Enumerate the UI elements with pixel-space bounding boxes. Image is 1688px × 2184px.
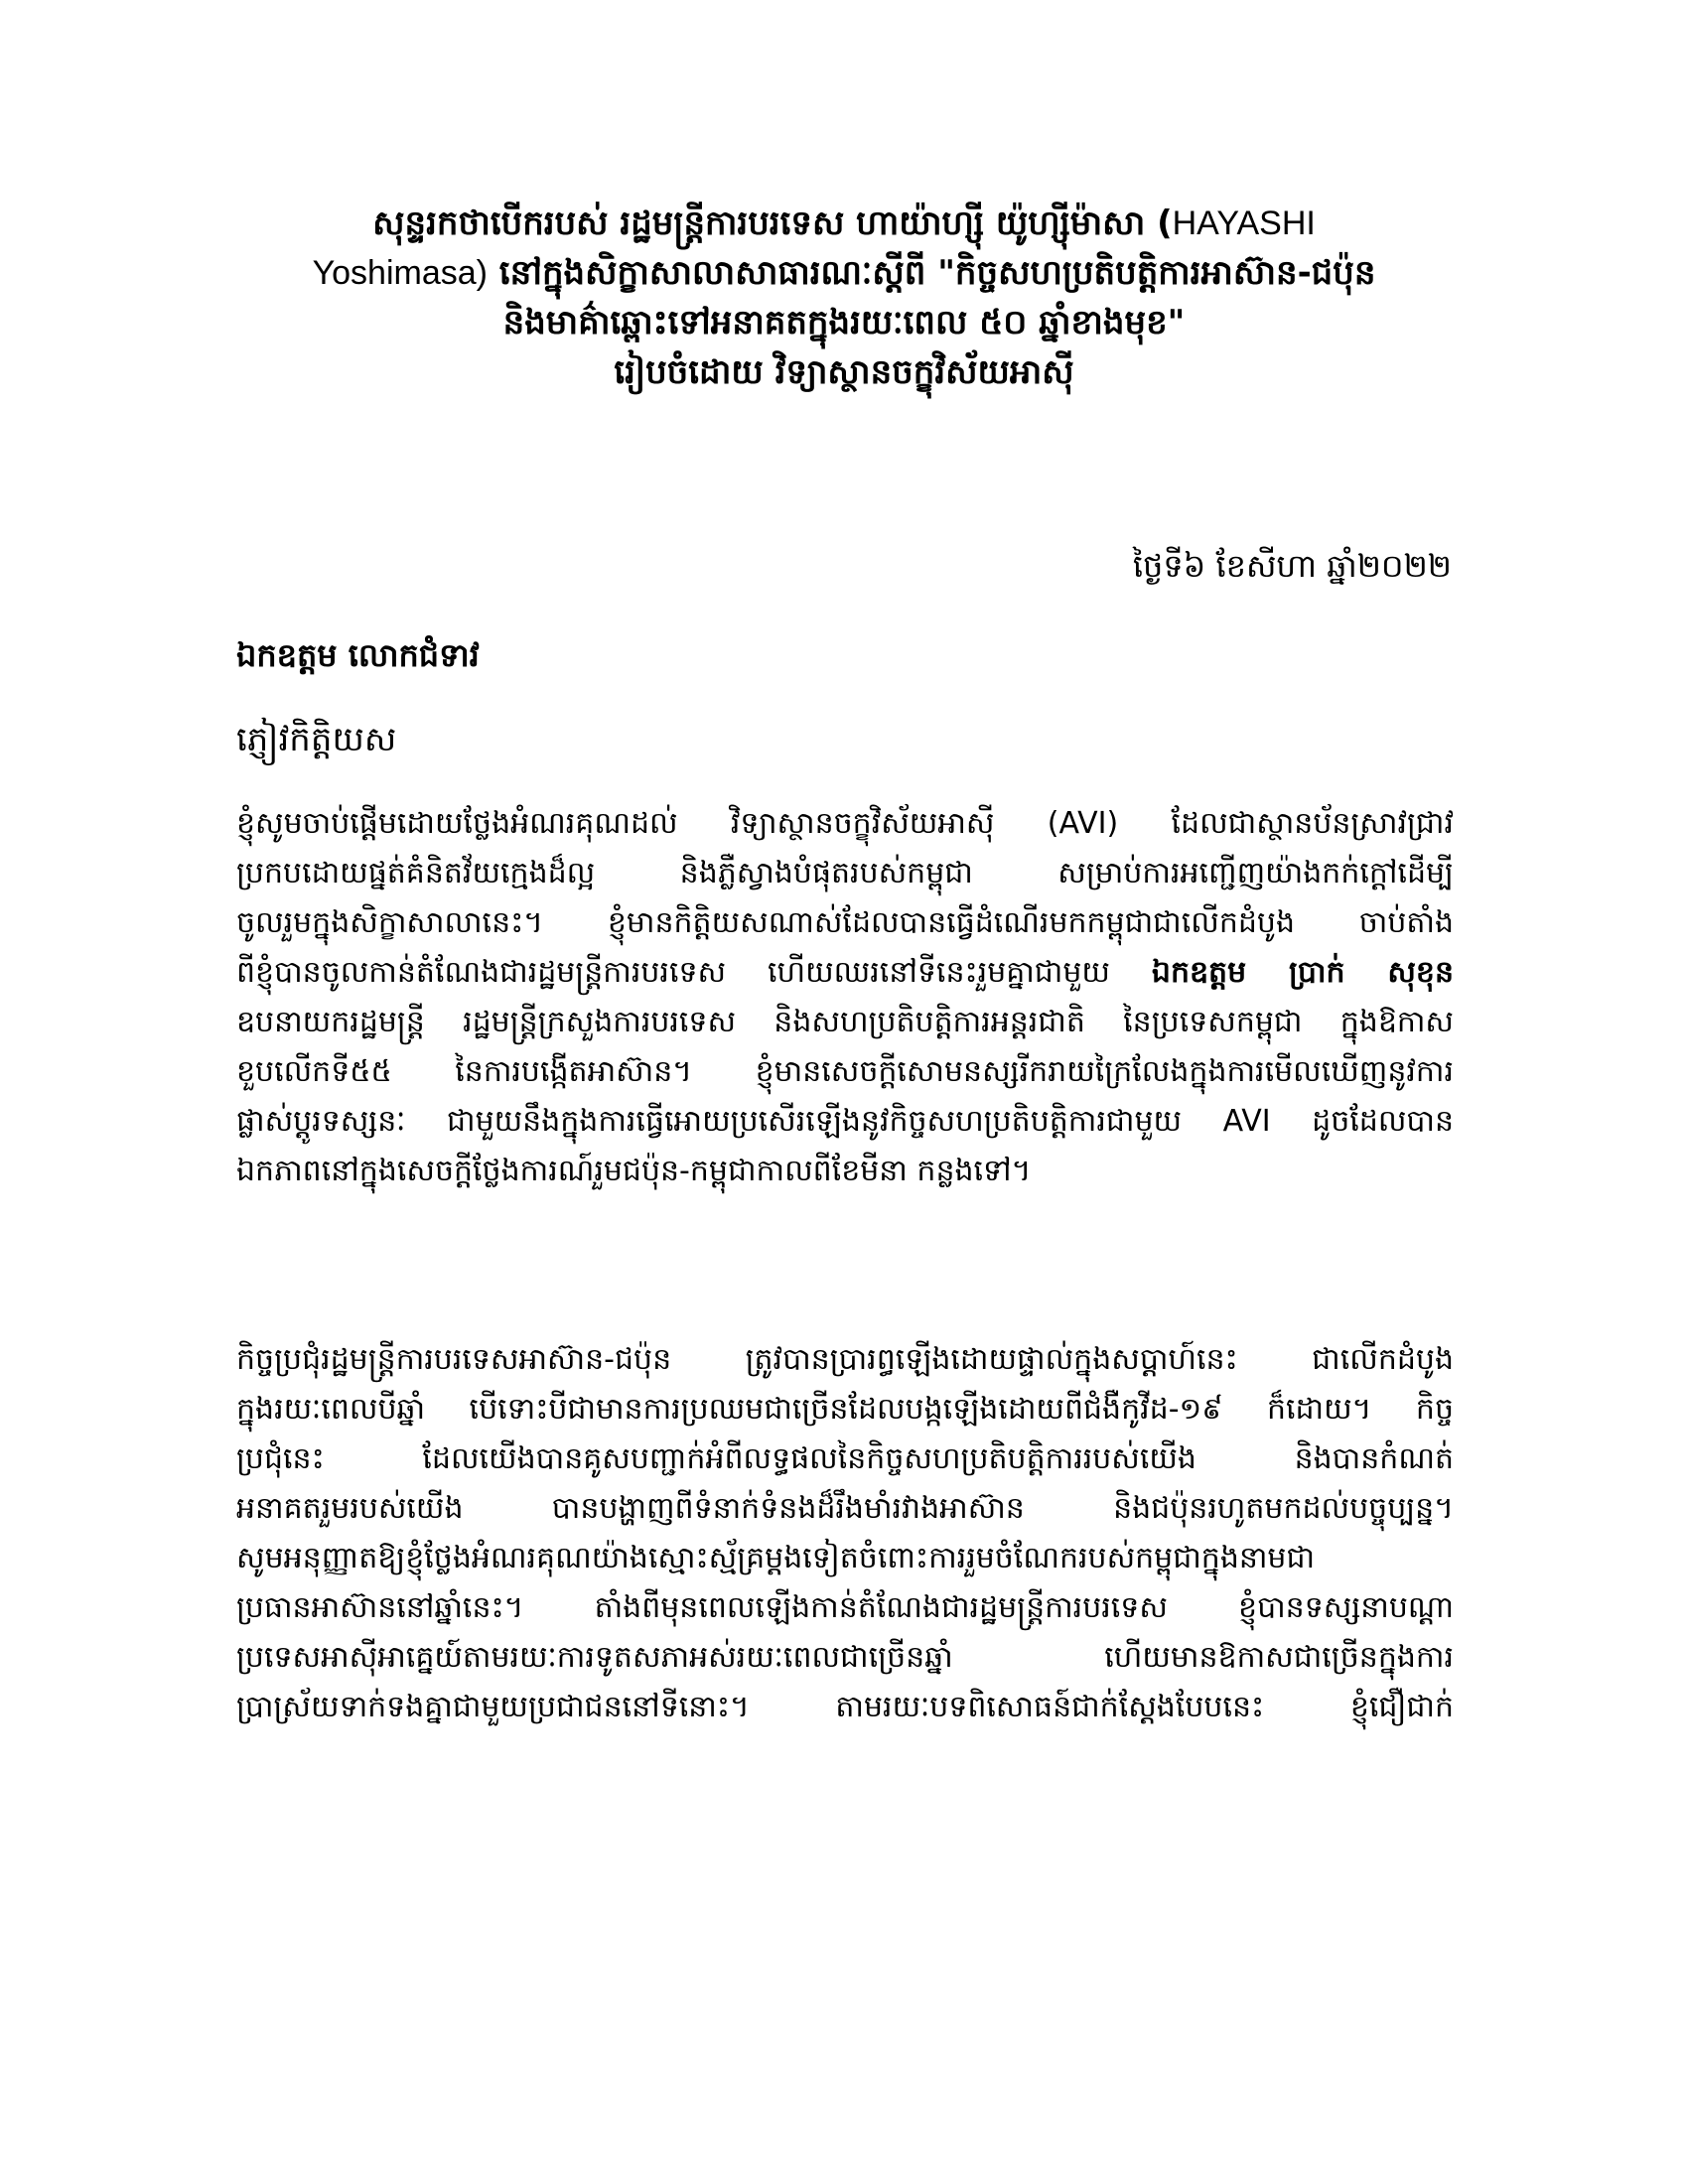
title-line-1-latin: HAYASHI bbox=[1172, 205, 1316, 242]
paragraph-2-line: ប្រទេសអាស៊ីអាគ្នេយ៍តាមរយៈការទូតសភាអស់រយៈពេលជាច្រើនឆ្នាំ ហើយមានឱកាសជាច្រើនក្នុងការ bbox=[236, 1640, 1454, 1675]
paragraph-2-line: ប្រាស្រ័យទាក់ទងគ្នាជាមួយប្រជាជននៅទីនោះ។ តាមរយៈបទពិសោធន៍ជាក់ស្តែងបែបនេះ ខ្ញុំជឿជាក់ bbox=[236, 1690, 1454, 1724]
paragraph-2-line: អនាគតរួមរបស់យើង បានបង្ហាញពីទំនាក់ទំនងដ៏រឹងមាំរវាងអាស៊ាន និងជប៉ុនរហូតមកដល់បច្ចុប្បន្ន។ bbox=[236, 1491, 1454, 1526]
salutation-excellencies: ឯកឧត្តម លោកជំទាវ bbox=[236, 636, 480, 674]
paragraph-1-line: ខួបលើកទី៥៥ នៃការបង្កើតអាស៊ាន។ ខ្ញុំមានសេចក្តីសោមនស្សរីករាយក្រៃលែងក្នុងការមើលឃើញនូវការ bbox=[236, 1054, 1454, 1089]
prak-sokhonn-name: ឯកឧត្តម ប្រាក់ សុខុន bbox=[1151, 955, 1454, 990]
paragraph-2-line: កិច្ចប្រជុំរដ្ឋមន្ត្រីការបរទេសអាស៊ាន-ជប៉ុន ត្រូវបានប្រារព្ធឡើងដោយផ្ទាល់ក្នុងសប្តាហ៍នេះ ជាលើកដំបូង bbox=[236, 1342, 1454, 1377]
title-line-2-khmer: នៅក្នុងសិក្ខាសាលាសាធារណៈស្តីពី "កិច្ចសហប្រតិបត្តិការអាស៊ាន-ជប៉ុន bbox=[487, 253, 1376, 293]
title-line-2 bbox=[238, 248, 1450, 298]
paragraph-2 bbox=[236, 1335, 1454, 1732]
paragraph-1-line: ឯកភាពនៅក្នុងសេចក្តីថ្លែងការណ៍រួមជប៉ុន-កម្ពុជាកាលពីខែមីនា កន្លងទៅ។ bbox=[236, 1154, 1032, 1188]
paragraph-1-line: ខ្ញុំសូមចាប់ផ្តើមដោយថ្លែងអំណរគុណដល់ វិទ្យាស្ថានចក្ខុវិស័យអាស៊ី (AVI) ដែលជាស្ថានប័នស្រាវជ្រាវ bbox=[236, 806, 1454, 841]
paragraph-1-line: ចូលរួមក្នុងសិក្ខាសាលានេះ។ ខ្ញុំមានកិត្តិយសណាស់ដែលបានធ្វើដំណើរមកកម្ពុជាជាលើកដំបូង ចាប់តាំង bbox=[236, 905, 1454, 940]
paragraph-2-line: សូមអនុញ្ញាតឱ្យខ្ញុំថ្លែងអំណរគុណយ៉ាងស្មោះស្ម័គ្រម្តងទៀតចំពោះការរួមចំណែករបស់កម្ពុជាក្នុងនាមជា bbox=[236, 1541, 1316, 1575]
paragraph-2-line: ប្រជុំនេះ ដែលយើងបានគូសបញ្ជាក់អំពីលទ្ធផលនៃកិច្ចសហប្រតិបត្តិការរបស់យើង និងបានកំណត់ bbox=[236, 1441, 1454, 1476]
paragraph-1-line-text: ពីខ្ញុំបានចូលកាន់តំណែងជារដ្ឋមន្ត្រីការបរទេស ហើយឈរនៅទីនេះរួមគ្នាជាមួយ bbox=[236, 955, 1152, 990]
paragraph-1-line: ឧបនាយករដ្ឋមន្ត្រី រដ្ឋមន្ត្រីក្រសួងការបរទេស និងសហប្រតិបត្តិការអន្តរជាតិ នៃប្រទេសកម្ពុជា ក្នុងឱកាស bbox=[236, 1005, 1454, 1039]
paragraph-1 bbox=[236, 799, 1454, 1196]
title-line-1-khmer: សុន្ទរកថាបើករបស់ រដ្ឋមន្ត្រីការបរទេស ហាយ៉ាហ្ស៊ី យ៉ូហ្ស៊ីម៉ាសា ( bbox=[372, 204, 1173, 243]
paragraph-1-line: ប្រកបដោយផ្នត់គំនិតវ័យក្មេងដ៏ល្អ និងភ្លឺស្វាងបំផុតរបស់កម្ពុជា សម្រាប់ការអញ្ជើញយ៉ាងកក់ក្ដៅដើម្បី bbox=[236, 856, 1454, 890]
title-line-3: និងមាគ៌ាឆ្ពោះទៅអនាគតក្នុងរយៈពេល ៥០ ឆ្នាំខាងមុខ" bbox=[502, 303, 1186, 342]
speech-date: ថ្ងៃទី៦ ខែសីហា ឆ្នាំ២០២២ bbox=[1132, 547, 1452, 585]
paragraph-1-line: ផ្លាស់ប្តូរទស្សនៈ ជាមួយនឹងក្នុងការធ្វើអោយប្រសើរឡើងនូវកិច្ចសហប្រតិបត្តិការជាមួយ AVI ដូចដែលបាន bbox=[236, 1104, 1454, 1139]
salutation-guests: ភ្ញៀវកិត្តិយស bbox=[236, 720, 397, 759]
paragraph-2-line: ក្នុងរយៈពេលបីឆ្នាំ បើទោះបីជាមានការប្រឈមជាច្រើនដែលបង្កឡើងដោយពីជំងឺកូវីដ-១៩ ក៏ដោយ។ កិច្ច bbox=[236, 1392, 1454, 1427]
title-line-4: រៀបចំដោយ វិទ្យាស្ថានចក្ខុវិស័យអាស៊ី bbox=[614, 352, 1074, 392]
speech-title bbox=[238, 199, 1450, 397]
title-line-2-latin: Yoshimasa) bbox=[312, 254, 488, 292]
title-line-1 bbox=[238, 199, 1450, 248]
paragraph-1-line bbox=[236, 948, 1454, 998]
paragraph-2-line: ប្រធានអាស៊ាននៅឆ្នាំនេះ។ តាំងពីមុនពេលឡើងកាន់តំណែងជារដ្ឋមន្ត្រីការបរទេស ខ្ញុំបានទស្សនាបណ្តា bbox=[236, 1590, 1454, 1625]
